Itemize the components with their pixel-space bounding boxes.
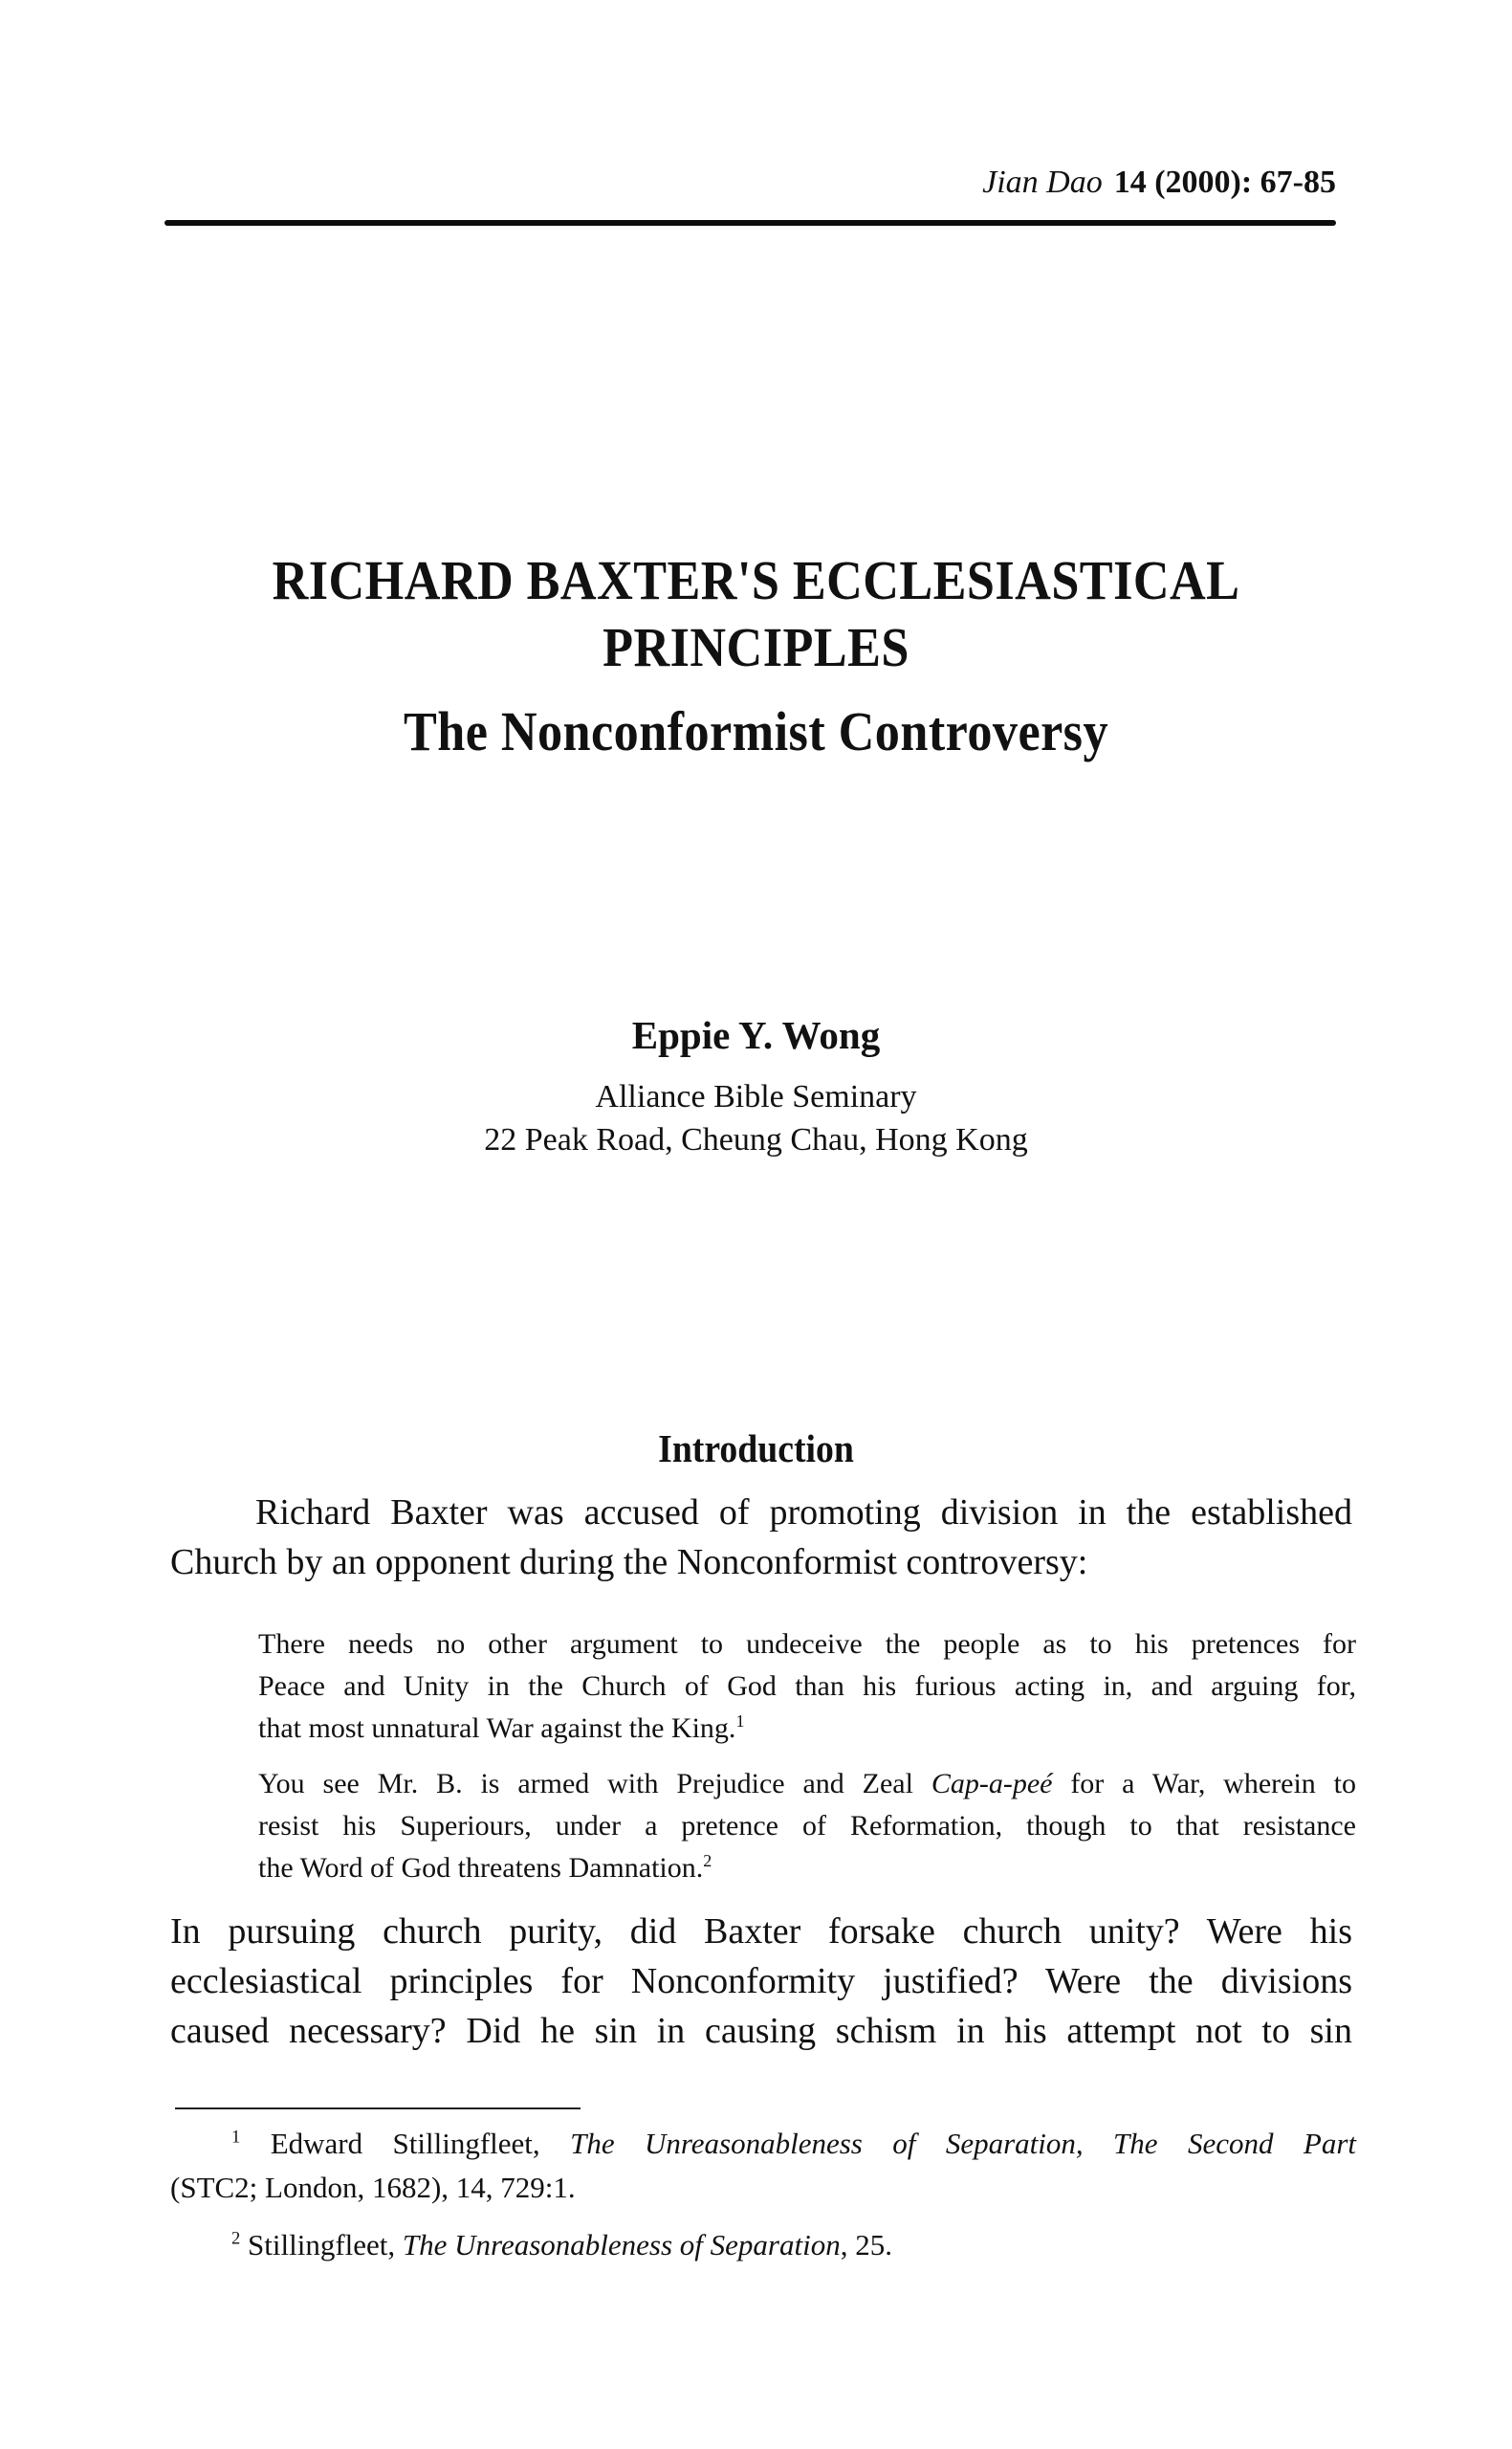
footnote-details: (STC2; London, 1682), 14, 729:1. <box>170 2171 576 2204</box>
header-rule <box>164 220 1336 226</box>
quote-line: Peace and Unity in the Church of God than his furious acting in, and arguing for, <box>258 1670 1356 1702</box>
body-paragraph <box>170 1488 1352 1587</box>
journal-citation: 14 (2000): 67-85 <box>1113 165 1336 200</box>
body-paragraph <box>170 1907 1352 2056</box>
quote-text: for a War, wherein to <box>1052 1768 1356 1799</box>
quote-line-last <box>258 1708 1356 1750</box>
quote-text: You see Mr. B. is armed with Prejudice and Zeal <box>258 1768 931 1799</box>
quote-line: There needs no other argument to undeceive the people as to his pretences for <box>258 1628 1356 1660</box>
footnote-ref[interactable]: 1 <box>735 1711 745 1731</box>
footnote-number: 2 <box>231 2228 241 2249</box>
footnote-ref[interactable]: 2 <box>703 1851 712 1870</box>
quote-line-last <box>258 1847 1356 1889</box>
quote-text: that most unnatural War against the King. <box>258 1712 736 1744</box>
author-affiliation: Alliance Bible Seminary <box>595 1079 917 1114</box>
title-line-1: RICHARD BAXTER'S ECCLESIASTICAL <box>272 549 1240 611</box>
section-heading: Introduction <box>658 1426 854 1470</box>
footnote-title: The Unreasonableness of Separation <box>402 2228 841 2261</box>
paragraph-line: ecclesiastical principles for Nonconformity justified? Were the divisions <box>170 1961 1352 2001</box>
block-quote <box>258 1623 1356 1750</box>
quote-text: the Word of God threatens Damnation. <box>258 1852 704 1884</box>
quote-line <box>258 1763 1356 1805</box>
running-head <box>982 165 1336 201</box>
footnote-line <box>170 2223 1356 2267</box>
paragraph-line: In pursuing church purity, did Baxter forsake church unity? Were his <box>170 1911 1352 1952</box>
paragraph-line: Richard Baxter was accused of promoting division in the established <box>255 1492 1352 1533</box>
article-title <box>0 547 1512 681</box>
footnote-author: Stillingfleet, <box>248 2228 403 2261</box>
article-subtitle <box>0 698 1512 765</box>
quote-italic-term: Cap-a-peé <box>931 1768 1053 1799</box>
footnote <box>170 2122 1356 2210</box>
footnote-author: Edward Stillingfleet, <box>270 2127 571 2160</box>
subtitle-text: The Nonconformist Controversy <box>403 700 1109 762</box>
quote-line: resist his Superiours, under a pretence of Reformation, though to that resistance <box>258 1810 1356 1842</box>
author-address: 22 Peak Road, Cheung Chau, Hong Kong <box>484 1122 1028 1158</box>
author-name: Eppie Y. Wong <box>631 1013 881 1057</box>
title-line-2: PRINCIPLES <box>603 616 909 678</box>
footnote-details: , 25. <box>840 2228 892 2261</box>
block-quote <box>258 1763 1356 1889</box>
journal-name: Jian Dao <box>982 165 1103 200</box>
footnote-title: The Unreasonableness of Separation, The Second Part <box>570 2127 1356 2160</box>
footnote-number: 1 <box>231 2127 241 2148</box>
footnote <box>170 2223 1356 2267</box>
footnote-line <box>170 2122 1356 2166</box>
footnote-rule <box>175 2107 581 2109</box>
paragraph-line: caused necessary? Did he sin in causing schism in his attempt not to sin <box>170 2011 1352 2051</box>
paragraph-line: Church by an opponent during the Nonconformist controversy: <box>170 1542 1088 1582</box>
